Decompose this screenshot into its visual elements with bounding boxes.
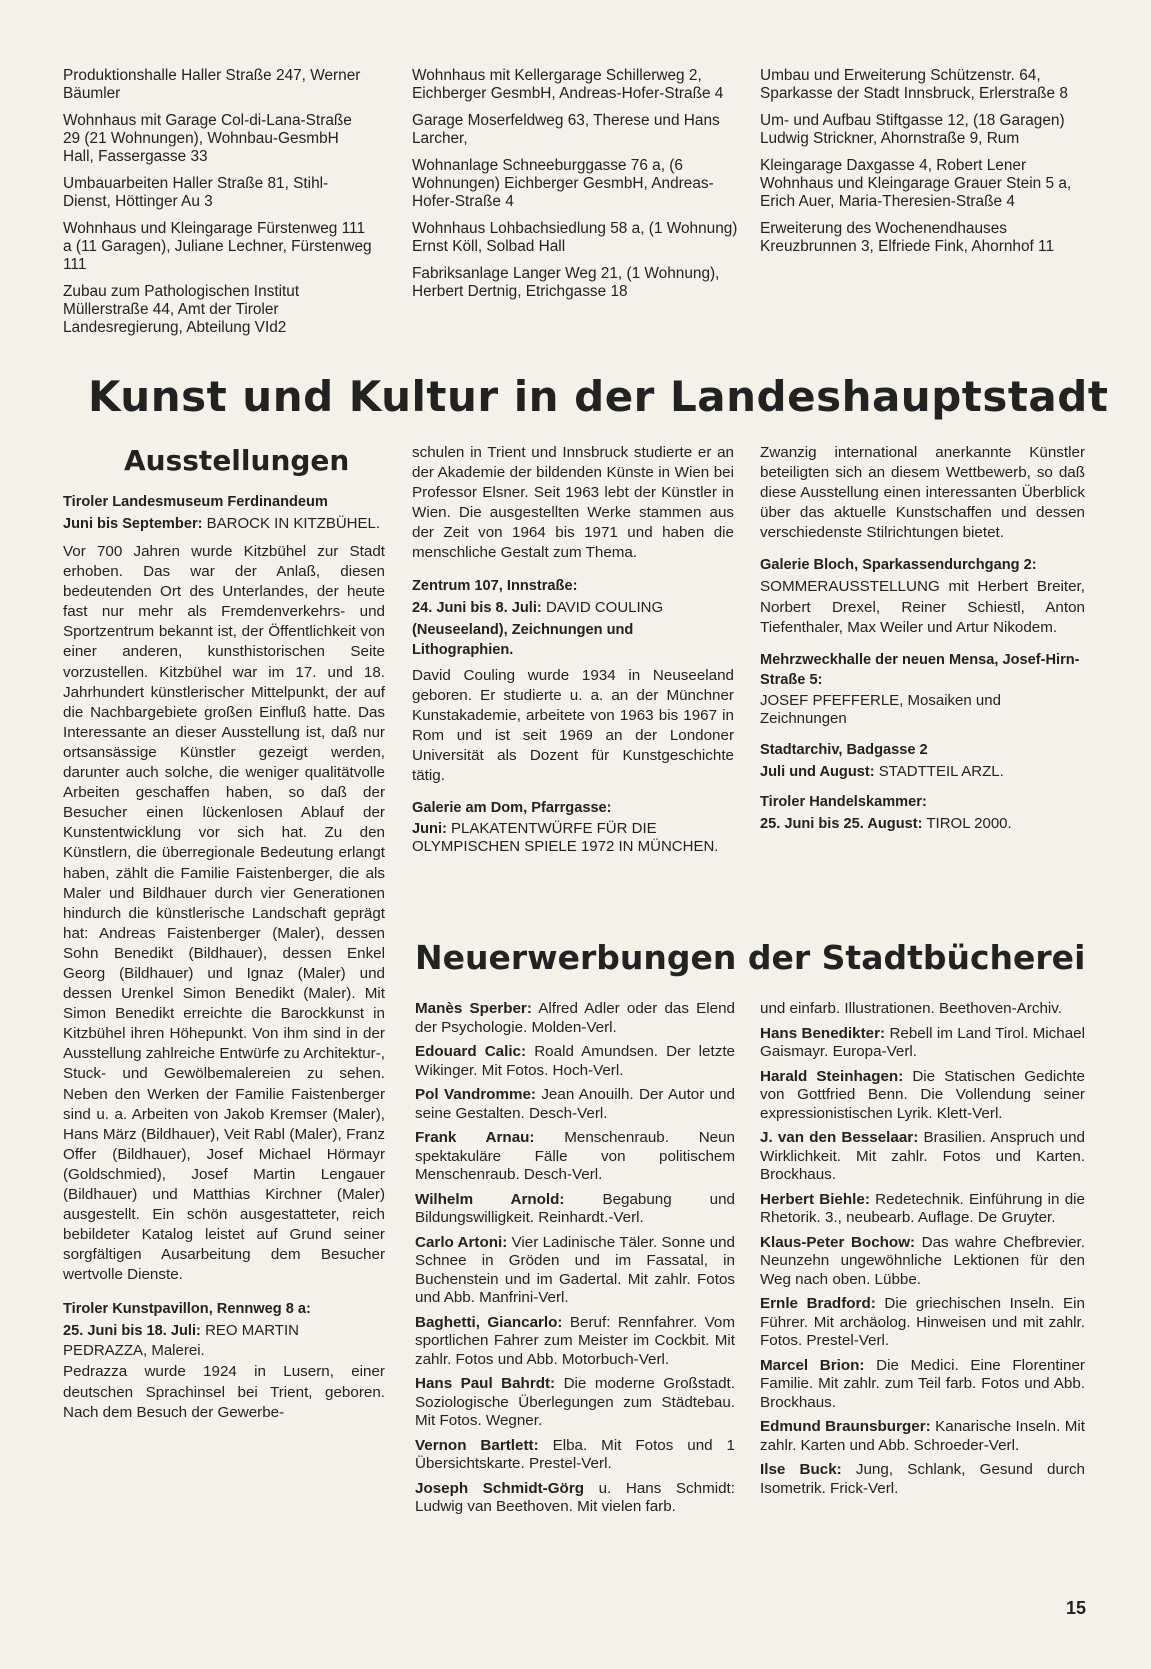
book-text: Die griechischen Inseln. Ein Führer. Mit archäolog. Hinweisen und mit zahlr. Fotos. Prestel-Verl. xyxy=(760,1295,1085,1349)
book-text: Jung, Schlank, Gesund durch Isometrik. Frick-Verl. xyxy=(760,1461,1085,1497)
book-author: Ernle Bradford: xyxy=(760,1295,876,1312)
building-col-3 xyxy=(760,67,1090,265)
book-author: Harald Steinhagen: xyxy=(760,1067,904,1085)
building-entry: Erweiterung des Wochenendhauses Kreuzbrunnen 3, Elfriede Fink, Ahornhof 11 xyxy=(760,220,1055,255)
book-entry xyxy=(415,1234,735,1308)
book-author: Marcel Brion: xyxy=(760,1356,865,1374)
kammer-date-title xyxy=(760,814,1085,834)
book-author: Wilhelm Arnold: xyxy=(415,1190,565,1208)
book-text: Kanarische Inseln. Mit zahlr. Karten und Abb. Schroeder-Verl. xyxy=(760,1418,1085,1454)
book-continuation: und einfarb. Illustrationen. Beethoven-Archiv. xyxy=(760,1000,1062,1017)
venue-zentrum: Zentrum 107, Innstraße: xyxy=(412,577,578,594)
book-text: Alfred Adler oder das Elend der Psychologie. Molden-Verl. xyxy=(415,1000,735,1036)
book-entry xyxy=(415,1437,735,1474)
building-entry: Um- und Aufbau Stiftgasse 12, (18 Garagen) Ludwig Strickner, Ahornstraße 9, Rum xyxy=(760,112,1065,147)
book-author: Edouard Calic: xyxy=(415,1043,527,1060)
building-entry: Garage Moserfeldweg 63, Therese und Hans Larcher, xyxy=(412,112,720,147)
book-author: Baghetti, Giancarlo: xyxy=(415,1313,563,1331)
pavillon-text-a: Pedrazza wurde 1924 in Lusern, einer deutschen Sprachinsel bei Trient, geboren. Nach dem Besuch der Gewerbe- xyxy=(63,1363,385,1421)
book-author: Vernon Bartlett: xyxy=(415,1436,539,1454)
building-entry: Wohnhaus und Kleingarage Fürstenweg 111 a (11 Garagen), Juliane Lechner, Fürstenweg 111 xyxy=(63,220,372,273)
bloch-text: SOMMERAUSSTELLUNG mit Herbert Breiter, Norbert Drexel, Reiner Schiestl, Anton Tiefenthaler, Max Weiler und Artur Nikodem. xyxy=(760,578,1085,636)
pavillon-date-title xyxy=(63,1321,385,1360)
book-author: J. van den Besselaar: xyxy=(760,1129,919,1146)
book-text: Die moderne Großstadt. Soziologische Überlegungen zum Städtebau. Mit Fotos. Wegner. xyxy=(415,1375,735,1429)
building-entry: Wohnhaus mit Kellergarage Schillerweg 2, Eichberger GesmbH, Andreas-Hofer-Straße 4 xyxy=(412,67,724,102)
book-text: Menschenraub. Neun spektakuläre Fälle von politischem Menschenraub. Desch-Verl. xyxy=(415,1129,735,1183)
exhibitions-col-1 xyxy=(63,492,385,1432)
archiv-date: Juli und August: xyxy=(760,763,875,780)
building-entry: Umbau und Erweiterung Schützenstr. 64, Sparkasse der Stadt Innsbruck, Erlerstraße 8 xyxy=(760,67,1068,102)
building-entry: Produktionshalle Haller Straße 247, Werner Bäumler xyxy=(63,67,361,102)
pavillon-text-b: schulen in Trient und Innsbruck studierte er an der Akademie der bildenden Künste in Wien bei Professor Elsner. Seit 1963 lebt der Künstler in Wien. Die ausgestellten Werke stammen aus der Zeit von 1964 bis 1971 und haben die menschliche Gestalt zum Thema. xyxy=(412,444,734,562)
book-text: Jean Anouilh. Der Autor und seine Gestalten. Desch-Verl. xyxy=(415,1086,735,1122)
zentrum-text: David Couling wurde 1934 in Neuseeland geboren. Er studierte u. a. an der Münchner Kunstakademie, arbeitete von 1963 bis 1967 in Rom und ist seit 1969 an der Londoner Universität als Dozent für Kunstgeschichte tätig. xyxy=(412,666,734,785)
book-author: Manès Sperber: xyxy=(415,1000,532,1017)
book-text: u. Hans Schmidt: Ludwig van Beethoven. Mit vielen farb. xyxy=(415,1479,735,1515)
book-author: Pol Vandromme: xyxy=(415,1086,536,1103)
book-entry xyxy=(760,1068,1085,1124)
building-entry: Umbauarbeiten Haller Straße 81, Stihl-Dienst, Höttinger Au 3 xyxy=(63,175,329,210)
dom-title: PLAKATENTWÜRFE FÜR DIE OLYMPISCHEN SPIELE 1972 IN MÜNCHEN. xyxy=(412,820,719,856)
book-text: Das wahre Chefbrevier. Neunzehn ungewöhnliche Lektionen für den Weg nach oben. Lübbe. xyxy=(760,1233,1085,1288)
exhibitions-heading: Ausstellungen xyxy=(124,444,350,477)
book-text: Rebell im Land Tirol. Michael Gaismayr. Europa-Verl. xyxy=(760,1024,1085,1060)
building-col-2 xyxy=(412,67,740,310)
museum-date: Juni bis September: xyxy=(63,516,203,532)
museum-text: Vor 700 Jahren wurde Kitzbühel zur Stadt erhoben. Das war der Anlaß, diesen bedeutenden Ort des Unterlandes, der heute fast nur mehr als Fremdenverkehrs- und Sportzentrum bekannt ist, der Öffentlichkeit von einer anderen, kunsthistorischen Seite vorzustellen. Kitzbühel war im 17. und 18. Jahrhundert künstlerischer Mittelpunkt, der auf die Nachbargebiete großen Einfluß hatte. Das Interessante an dieser Ausstellung ist, daß nur ortsansässige Künstler gezeigt werden, darunter auch solche, die weniger qualitätvolle Arbeiten geschaffen haben, so daß der Besucher einen lückenlosen Ablauf der Kunstentwicklung vor sich hat. Zu den Künstlern, die überregionale Bedeutung erlangt haben, zählt die Familie Faistenberger, die als Maler und Bildhauer durch vier Generationen hindurch die künstlerische Landschaft geprägt hat: Andreas Faistenberger (Maler), dessen Sohn Benedikt (Bildhauer), dessen Enkel Georg (Bildhauer) und Ignaz (Maler) und dessen Urenkel Simon Benedikt (Maler). Mit Simon Benedikt erreichte die Barockkunst in Kitzbühel ihren Höhepunkt. Von ihm sind in der Ausstellung zahlreiche Entwürfe zu Architektur-, Stuck- und Gewölbemalereien zu sehen. Neben den Werken der Familie Faistenberger sind u. a. Arbeiten von Jakob Kremser (Maler), Hans März (Bildhauer), Veit Rabl (Maler), Franz Offer (Bildhauer), Josef Michael Hörmayr (Goldschmied), Josef Martin Lengauer (Bildhauer) und Matthias Kirchner (Maler) ausgestellt. Ein schön ausgestatteter, reich bebildeter Katalog leistet auf Grund seiner sorgfältigen Ausarbeitung dem Besucher wertvolle Dienste. xyxy=(63,543,385,1284)
book-entry xyxy=(760,1418,1085,1455)
venue-kammer: Tiroler Handelskammer: xyxy=(760,793,927,810)
book-author: Ilse Buck: xyxy=(760,1461,842,1478)
exhibitions-col-3 xyxy=(760,443,1085,842)
pavillon-title: REO MARTIN PEDRAZZA, Malerei. xyxy=(63,1322,299,1360)
book-entry xyxy=(415,1191,735,1228)
book-entry xyxy=(415,1314,735,1370)
book-text: Die Statischen Gedichte von Gottfried Benn. Die Vollendung seiner expressionistischen Lyrik. Klett-Verl. xyxy=(760,1067,1085,1122)
book-text: Vier Ladinische Täler. Sonne und Schnee in Gröden und im Fassatal, in Buchenstein und im Gadertal. Mit zahlr. Fotos und Abb. Manfrini-Verl. xyxy=(415,1233,735,1306)
book-text: Beruf: Rennfahrer. Vom sportlichen Fahrer zum Meister im Cockbit. Mit zahlr. Fotos und Abb. Motorbuch-Verl. xyxy=(415,1313,735,1368)
book-author: Herbert Biehle: xyxy=(760,1190,870,1208)
book-entry xyxy=(760,1234,1085,1290)
page-number: 15 xyxy=(1066,1598,1087,1618)
zentrum-subtitle: (Neuseeland), Zeichnungen und Lithographien. xyxy=(412,621,634,658)
library-heading: Neuerwerbungen der Stadtbücherei xyxy=(415,938,1086,977)
book-entry xyxy=(415,1129,735,1185)
archiv-date-title xyxy=(760,762,1085,782)
venue-bloch: Galerie Bloch, Sparkassendurchgang 2: xyxy=(760,557,1037,574)
book-entry xyxy=(415,1480,735,1517)
main-heading: Kunst und Kultur in der Landeshauptstadt xyxy=(88,372,1109,421)
mensa-text: JOSEF PFEFFERLE, Mosaiken und Zeichnungen xyxy=(760,691,1001,727)
building-entry: Fabriksanlage Langer Weg 21, (1 Wohnung), Herbert Dertnig, Etrichgasse 18 xyxy=(412,265,720,300)
venue-museum: Tiroler Landesmuseum Ferdinandeum xyxy=(63,494,328,510)
dom-date-title xyxy=(412,820,734,856)
book-author: Carlo Artoni: xyxy=(415,1233,508,1251)
book-entry xyxy=(760,1191,1085,1228)
book-text: Roald Amundsen. Der letzte Wikinger. Mit Fotos. Hoch-Verl. xyxy=(415,1043,735,1079)
building-entry: Wohnhaus Lohbachsiedlung 58 a, (1 Wohnung) Ernst Köll, Solbad Hall xyxy=(412,220,738,255)
kammer-title: TIROL 2000. xyxy=(926,814,1012,832)
book-author: Edmund Braunsburger: xyxy=(760,1418,931,1435)
museum-title: BAROCK IN KITZBÜHEL. xyxy=(206,515,381,532)
book-entry xyxy=(415,1000,735,1037)
book-text: Elba. Mit Fotos und 1 Übersichtskarte. Prestel-Verl. xyxy=(415,1436,736,1472)
book-author: Frank Arnau: xyxy=(415,1129,535,1146)
library-col-1 xyxy=(415,1000,735,1523)
book-text: Redetechnik. Einführung in die Rhetorik. 3., neubearb. Auflage. De Gruyter. xyxy=(760,1190,1085,1226)
dom-date: Juni: xyxy=(412,821,447,838)
pavillon-date: 25. Juni bis 18. Juli: xyxy=(63,1323,201,1340)
book-text: Begabung und Bildungswilligkeit. Reinhardt.-Verl. xyxy=(415,1190,735,1226)
book-author: Klaus-Peter Bochow: xyxy=(760,1233,916,1251)
zentrum-title: DAVID COULING xyxy=(545,598,664,616)
competition-text: Zwanzig international anerkannte Künstler beteiligten sich an diesem Wettbewerb, so daß diese Ausstellung einen interessanten Überblick über das aktuelle Kunstschaffen und dessen verschiedenste Stilrichtungen bietet. xyxy=(760,444,1085,542)
book-author: Joseph Schmidt-Görg xyxy=(415,1479,585,1497)
building-entry: Zubau zum Pathologischen Institut Müllerstraße 44, Amt der Tiroler Landesregierung, Abteilung VId2 xyxy=(63,283,300,336)
book-entry xyxy=(415,1086,735,1123)
book-entry xyxy=(760,1357,1085,1413)
venue-pavillon: Tiroler Kunstpavillon, Rennweg 8 a: xyxy=(63,1301,311,1318)
book-entry xyxy=(760,1461,1085,1498)
book-text: Die Medici. Eine Florentiner Familie. Mit zahlr. zum Teil farb. Fotos und Abb. Brockhaus. xyxy=(760,1356,1085,1411)
venue-mensa: Mehrzweckhalle der neuen Mensa, Josef-Hirn-Straße 5: xyxy=(760,651,1080,688)
book-entry xyxy=(415,1043,735,1080)
library-col-2 xyxy=(760,1000,1085,1504)
book-author: Hans Benedikter: xyxy=(760,1024,886,1042)
book-entry xyxy=(760,1295,1085,1351)
building-entry: Wohnanlage Schneeburggasse 76 a, (6 Wohnungen) Eichberger GesmbH, Andreas-Hofer-Straße 4 xyxy=(412,157,714,210)
building-entry: Kleingarage Daxgasse 4, Robert Lener Wohnhaus und Kleingarage Grauer Stein 5 a, Erich Auer, Maria-Theresien-Straße 4 xyxy=(760,157,1072,210)
museum-date-title xyxy=(63,514,385,534)
building-col-1 xyxy=(63,67,373,346)
zentrum-date: 24. Juni bis 8. Juli: xyxy=(412,599,542,616)
book-entry xyxy=(415,1375,735,1431)
venue-archiv: Stadtarchiv, Badgasse 2 xyxy=(760,741,928,758)
exhibitions-col-2 xyxy=(412,443,734,864)
building-entry: Wohnhaus mit Garage Col-di-Lana-Straße 29 (21 Wohnungen), Wohnbau-GesmbH Hall, Fassergasse 33 xyxy=(63,112,352,165)
book-entry xyxy=(760,1025,1085,1062)
zentrum-date-title xyxy=(412,598,734,618)
archiv-title: STADTTEIL ARZL. xyxy=(878,762,1004,780)
book-text: Brasilien. Anspruch und Wirklichkeit. Mit zahlr. Fotos und Karten. Brockhaus. xyxy=(760,1129,1085,1183)
venue-dom: Galerie am Dom, Pfarrgasse: xyxy=(412,800,612,817)
book-author: Hans Paul Bahrdt: xyxy=(415,1375,556,1392)
kammer-date: 25. Juni bis 25. August: xyxy=(760,815,923,832)
book-entry xyxy=(760,1129,1085,1185)
